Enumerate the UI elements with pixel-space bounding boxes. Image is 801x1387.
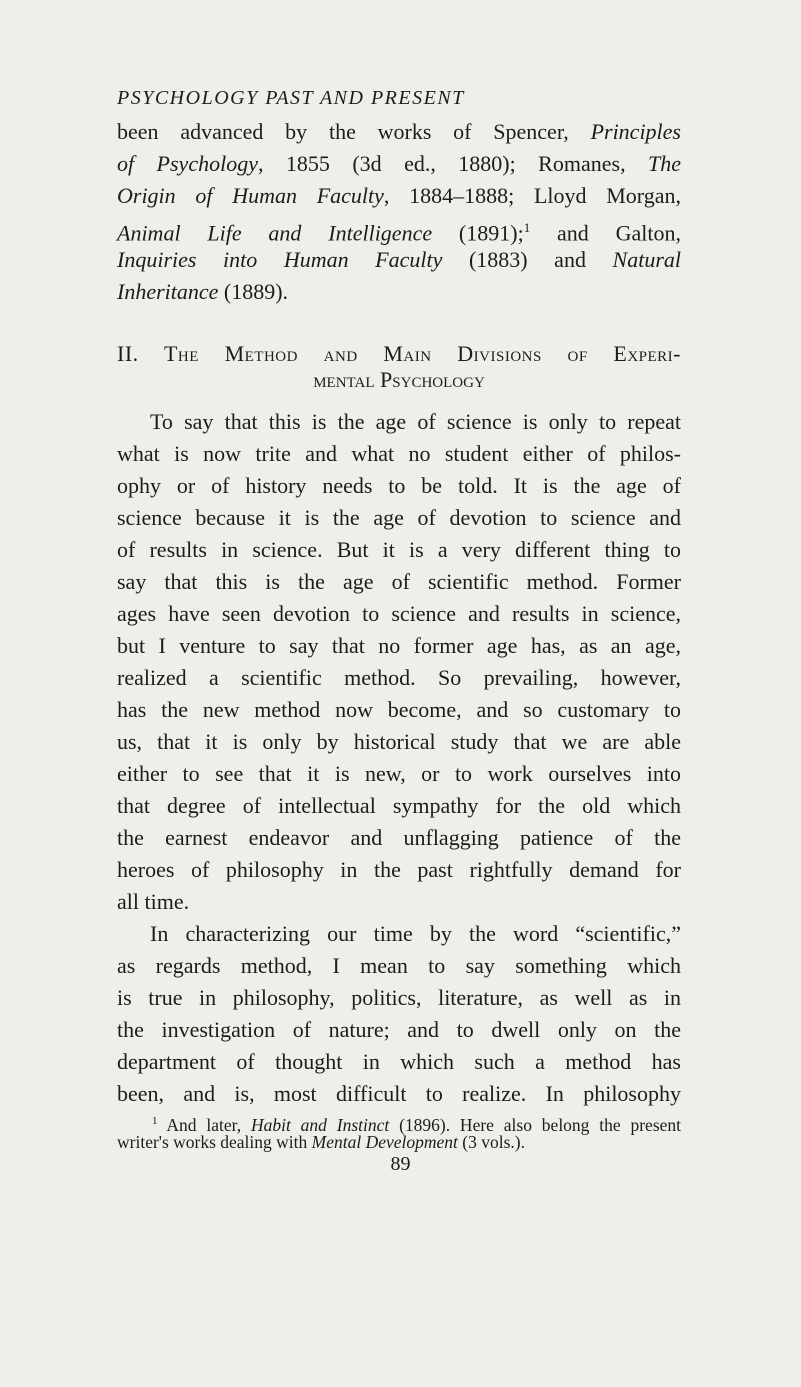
text-line: all time. (117, 889, 190, 914)
text-line: ophy or of history needs to be told. It is the age of (117, 473, 681, 498)
text-line: To say that this is the age of science is only to repeat (150, 409, 681, 434)
section-heading-line-1: II. The Method and Main Divisions of Experi- (117, 341, 681, 366)
text-line: has the new method now become, and so customary to (117, 697, 681, 722)
text-line: ages have seen devotion to science and results in science, (117, 601, 681, 626)
text-line: of Psychology, 1855 (3d ed., 1880); Romanes, The (117, 151, 681, 176)
text-line: of results in science. But it is a very different thing to (117, 537, 681, 562)
footnote-line: writer's works dealing with Mental Development (3 vols.). (117, 1132, 525, 1152)
text-line: but I venture to say that no former age has, as an age, (117, 633, 681, 658)
text-line: either to see that it is new, or to work ourselves into (117, 761, 681, 786)
text-line: as regards method, I mean to say something which (117, 953, 681, 978)
text-line: that degree of intellectual sympathy for the old which (117, 793, 681, 818)
text-line: been advanced by the works of Spencer, Principles (117, 119, 681, 144)
text-line: In characterizing our time by the word “scientific,” (150, 921, 681, 946)
text-line: the earnest endeavor and unflagging patience of the (117, 825, 681, 850)
text-line: is true in philosophy, politics, literature, as well as in (117, 985, 681, 1010)
page-number: 89 (390, 1153, 411, 1175)
text-line: Inheritance (1889). (117, 279, 289, 304)
text-line: been, and is, most difficult to realize. In philosophy (117, 1081, 681, 1106)
text-line: the investigation of nature; and to dwell only on the (117, 1017, 681, 1042)
text-line: realized a scientific method. So prevailing, however, (117, 665, 681, 690)
footnote-line: $^1$ And later, Habit and Instinct (1896). Here also belong the present (152, 1114, 682, 1135)
text-line: Origin of Human Faculty, 1884–1888; Lloyd Morgan, (117, 183, 681, 208)
text-line: heroes of philosophy in the past rightfully demand for (117, 857, 681, 882)
text-line: what is now trite and what no student either of philos- (117, 441, 681, 466)
running-head: PSYCHOLOGY PAST AND PRESENT (117, 87, 465, 109)
text-line: say that this is the age of scientific method. Former (117, 569, 681, 594)
section-heading-line-2: mental Psychology (313, 367, 485, 392)
text-line: us, that it is only by historical study that we are able (117, 729, 681, 754)
text-line: Animal Life and Intelligence (1891);$^1$ and Galton, (117, 220, 681, 246)
text-line: department of thought in which such a method has (117, 1049, 681, 1074)
text-line: science because it is the age of devotion to science and (117, 505, 681, 530)
text-line: Inquiries into Human Faculty (1883) and Natural (117, 247, 681, 272)
